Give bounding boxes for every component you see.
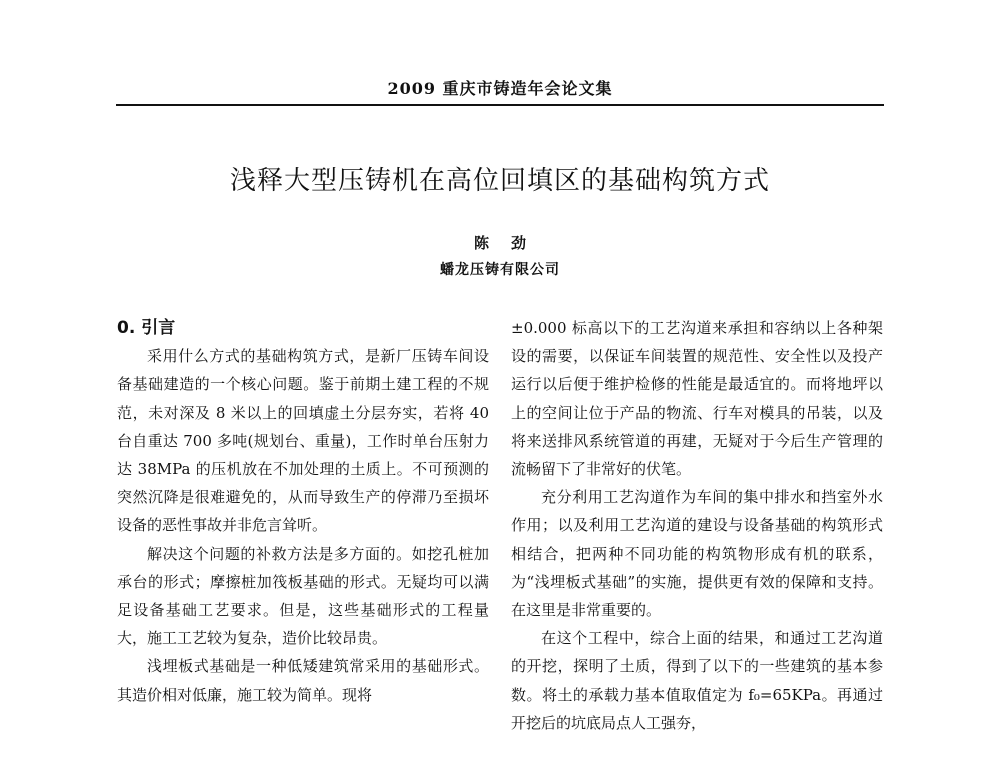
paragraph: 浅埋板式基础是一种低矮建筑常采用的基础形式。其造价相对低廉，施工较为简单。现将	[117, 657, 489, 704]
running-header: 2009 重庆市铸造年会论文集	[387, 79, 613, 98]
paragraph: 在这个工程中，综合上面的结果，和通过工艺沟道的开挖，探明了土质，得到了以下的一些建筑的基本参数。将土的承载力基本值取值定为 f₀=65KPa。再通过开挖后的坑底局点人工强夯，	[511, 629, 883, 732]
section-heading: 0. 引言	[117, 318, 176, 338]
article-title: 浅释大型压铸机在高位回填区的基础构筑方式	[229, 166, 770, 196]
author-name: 陈劲	[473, 234, 548, 252]
paragraph: 采用什么方式的基础构筑方式，是新厂压铸车间设备基础建造的一个核心问题。鉴于前期土建工程的不规范，未对深及 8 米以上的回填虚土分层夯实，若将 40 台自重达 700 多吨(规划台、重量)，工作时单台压射力达 38MPa 的压机放在不加处理的土质上。不可预测的突然沉降是很难避免的，从而导致生产的停滞乃至损坏设备的恶性事故并非危言耸听。	[117, 347, 489, 535]
left-column	[117, 314, 489, 709]
paragraph: ±0.000 标高以下的工艺沟道来承担和容纳以上各种架设的需要，以保证车间装置的规范性、安全性以及投产运行以后便于维护检修的性能是最适宜的。而将地坪以上的空间让位于产品的物流、行车对模具的吊装，以及将来送排风系统管道的再建，无疑对于今后生产管理的流畅留下了非常好的伏笔。	[511, 319, 883, 479]
paragraph: 解决这个问题的补救方法是多方面的。如挖孔桩加承台的形式；摩擦桩加筏板基础的形式。无疑均可以满足设备基础工艺要求。但是，这些基础形式的工程量大，施工工艺较为复杂，造价比较昂贵。	[117, 544, 489, 648]
right-column	[511, 314, 883, 737]
paragraph: 充分利用工艺沟道作为车间的集中排水和挡室外水作用；以及利用工艺沟道的建设与设备基础的构筑形式相结合，把两种不同功能的构筑物形成有机的联系，为“浅埋板式基础”的实施，提供更有效的保障和支持。在这里是非常重要的。	[511, 488, 883, 620]
author-affiliation: 蟠龙压铸有限公司	[440, 262, 560, 278]
header-rule	[116, 104, 884, 106]
